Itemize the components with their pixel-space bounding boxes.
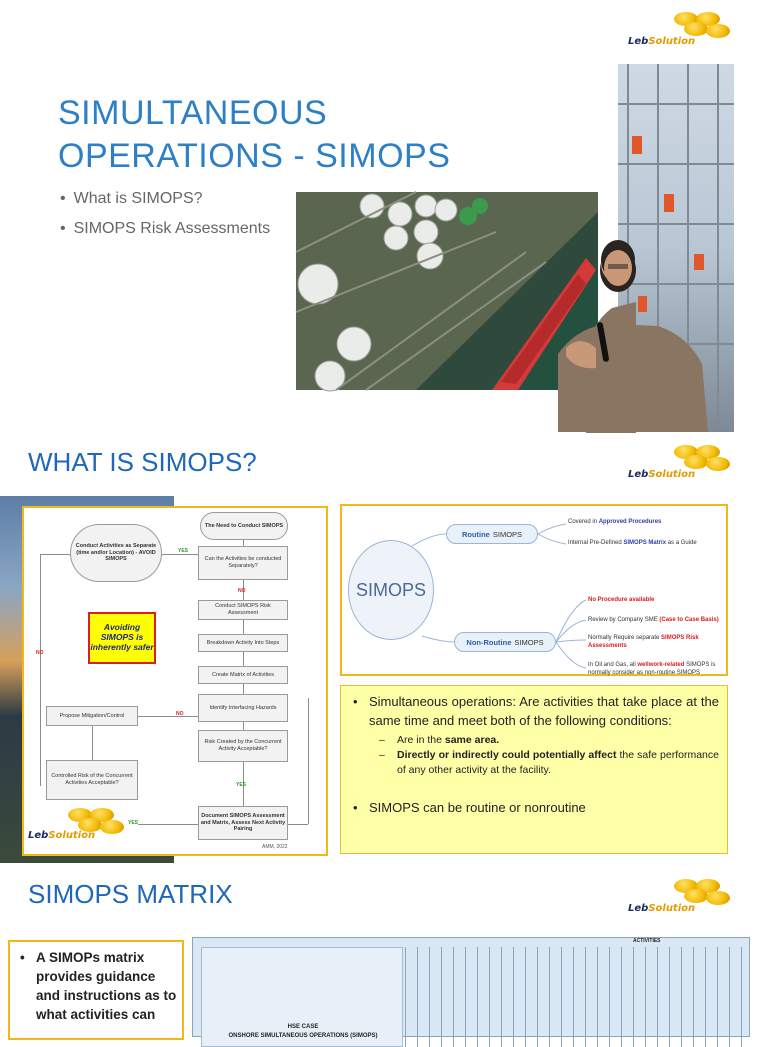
- matrix-columns: [405, 947, 749, 1047]
- speaker-figure: [556, 238, 636, 434]
- matrix-title-2: ONSHORE SIMULTANEOUS OPERATIONS (SIMOPS): [228, 1033, 378, 1039]
- definition-sub-same-area: – Are in the same area.: [351, 733, 719, 748]
- flow-no-label: NO: [176, 711, 184, 717]
- section-title: SIMOPS MATRIX: [28, 879, 233, 909]
- nonroutine-label: Non-Routine: [466, 637, 512, 647]
- nonroutine-item-review: Review by Company SME (Case to Case Basis): [588, 617, 719, 623]
- agenda-item: • SIMOPS Risk Assessments: [60, 220, 270, 238]
- matrix-description-box: • A SIMOPs matrix provides guidance and instructions as to what activities can: [8, 940, 184, 1040]
- refinery-aerial-photo: [296, 192, 598, 390]
- section-title: WHAT IS SIMOPS?: [28, 447, 257, 477]
- slide-simops-matrix: [0, 863, 768, 1039]
- flow-identify-hazards: Identify Interfacing Hazards: [198, 694, 288, 722]
- flow-avoid-simops: Conduct Activities as Separate (time and/or Location) - AVOID SIMOPS: [70, 524, 162, 582]
- flow-start: The Need to Conduct SIMOPS: [200, 512, 288, 540]
- flow-yes-label: YES: [178, 548, 189, 554]
- flow-risk-assessment: Conduct SIMOPS Risk Assessment: [198, 600, 288, 620]
- lebsolution-logo: [628, 10, 728, 52]
- routine-bullet: • SIMOPS can be routine or nonroutine: [351, 798, 719, 817]
- flow-controlled-risk: Controlled Risk of the Concurrent Activities Acceptable?: [46, 760, 138, 800]
- routine-item-procedures: Covered in Approved Procedures: [568, 519, 662, 525]
- lebsolution-logo: [628, 443, 728, 485]
- flow-q2: Risk Created by the Concurrent Activity Acceptable?: [198, 730, 288, 762]
- routine-item-matrix: Internal Pre-Defined SIMOPS Matrix as a Guide: [568, 540, 697, 546]
- definition-bullet: • Simultaneous operations: Are activities that take place at the same time and meet both of the following conditions:: [351, 692, 719, 730]
- nonroutine-item-assessment: Normally Require separate SIMOPS Risk Assessments: [588, 635, 699, 650]
- flow-document: Document SIMOPS Assessment and Matrix, Assess Next Activity Pairing: [198, 806, 288, 840]
- matrix-title-cell: [201, 947, 403, 1047]
- slide-title-heading: [58, 92, 450, 178]
- nonroutine-item-no-procedure: No Procedure available: [588, 597, 655, 603]
- mindmap-nonroutine-node: [454, 632, 556, 652]
- flow-yes-label: YES: [236, 782, 247, 788]
- flow-breakdown: Breakdown Activity Into Steps: [198, 634, 288, 652]
- activities-header: ACTIVITIES: [633, 938, 661, 944]
- nonroutine-item-wellwork: In Oil and Gas, all wellwork-related SIMOPS is normally consider as non-routine SIMOPS: [588, 662, 716, 677]
- simops-mindmap: [340, 504, 728, 676]
- definition-sub-affect: – Directly or indirectly could potentially affect the safe performance of any other activity at the facility.: [351, 748, 719, 778]
- flow-yes-label: YES: [128, 820, 139, 826]
- flow-q1: Can the Activities be conducted Separately?: [198, 546, 288, 580]
- matrix-title-1: HSE CASE: [287, 1024, 319, 1030]
- logo-text: LebSolution: [628, 903, 696, 914]
- mindmap-center: SIMOPS: [348, 540, 434, 640]
- simops-matrix-table: [192, 937, 750, 1037]
- flow-no-label: NO: [238, 588, 246, 594]
- logo-text: LebSolution: [628, 469, 696, 480]
- flow-credit: AMM, 2022: [262, 844, 288, 850]
- logo-text: LebSolution: [628, 36, 696, 47]
- title-line-2: OPERATIONS - SIMOPS: [58, 137, 451, 175]
- agenda-list: [60, 190, 270, 250]
- simops-definition-box: [340, 685, 728, 854]
- flow-mitigation: Propose Mitigation/Control: [46, 706, 138, 726]
- flow-no-label: NO: [36, 650, 44, 656]
- avoid-simops-callout: Avoiding SIMOPS is inherently safer: [88, 612, 156, 664]
- logo-text: LebSolution: [28, 830, 96, 841]
- routine-label: Routine: [461, 529, 490, 539]
- slide-what-is-simops: [0, 433, 768, 863]
- lebsolution-logo: [28, 808, 128, 850]
- simops-flowchart: [22, 506, 328, 856]
- slide-title: [0, 0, 768, 433]
- agenda-item: • What is SIMOPS?: [60, 190, 270, 208]
- nonroutine-suffix: SIMOPS: [514, 637, 544, 647]
- title-line-1: SIMULTANEOUS: [58, 94, 328, 132]
- mindmap-routine-node: [446, 524, 538, 544]
- flow-create-matrix: Create Matrix of Activities: [198, 666, 288, 684]
- routine-suffix: SIMOPS: [492, 529, 523, 539]
- lebsolution-logo: [628, 877, 728, 919]
